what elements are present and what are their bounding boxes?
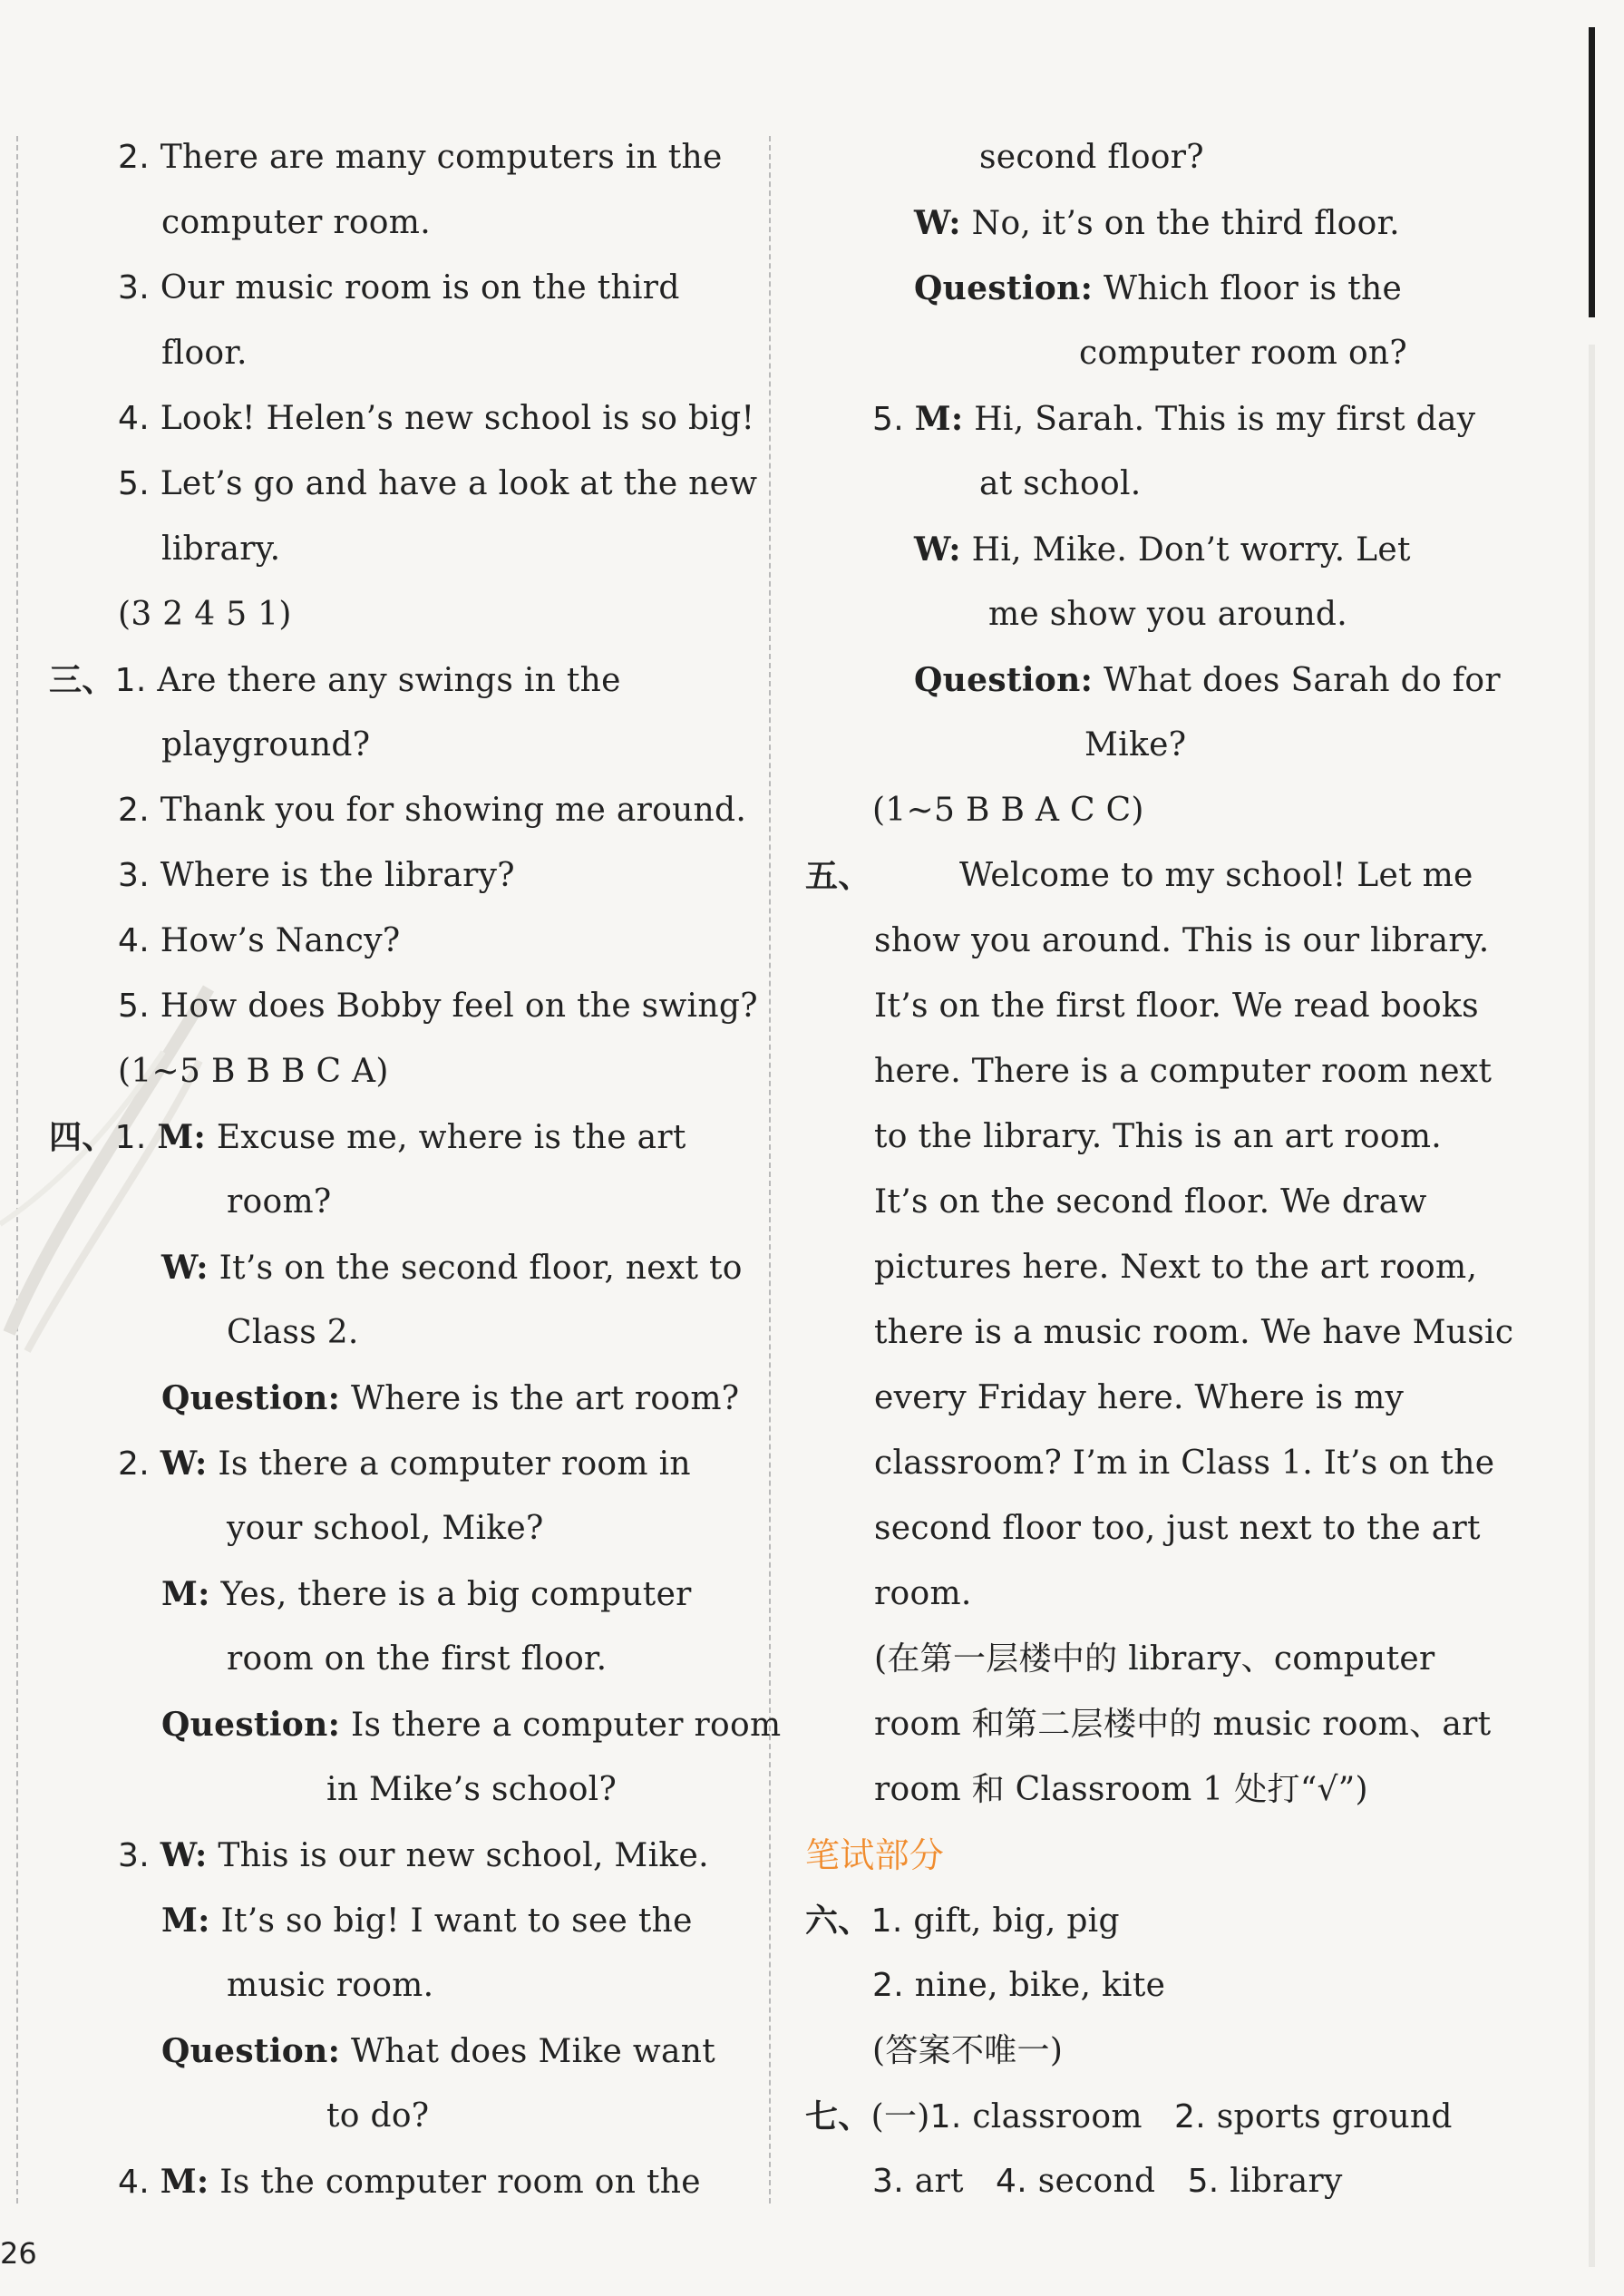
section-4-q3-m-cont: music room.	[227, 1967, 434, 2004]
section-5-line-2: show you around. This is our library.	[874, 922, 1490, 959]
section-4-q4-question: Question: Which floor is the	[914, 269, 1403, 307]
column-divider	[769, 136, 771, 2204]
section-4-q3-question-cont: to do?	[326, 2097, 430, 2135]
section-4-q5-w-cont: me show you around.	[988, 596, 1348, 633]
section-4-q2-m-cont: room on the first floor.	[227, 1640, 608, 1678]
section-4-q4-m-cont: second floor?	[979, 139, 1204, 176]
section-5-line-12: room.	[874, 1575, 972, 1612]
item-2-5-cont: library.	[161, 530, 281, 568]
written-section-heading: 笔试部分	[805, 1835, 945, 1875]
section-5-line-9: every Friday here. Where is my	[874, 1379, 1405, 1416]
section-3-q4: 4. How’s Nancy?	[118, 922, 401, 959]
section-4-answer: (1~5 B B A C C)	[872, 792, 1144, 829]
section-4-q2-question-cont: in Mike’s school?	[326, 1771, 618, 1808]
section-4-q1-m-cont: room?	[227, 1183, 332, 1221]
section-3-q5: 5. How does Bobby feel on the swing?	[118, 987, 758, 1025]
item-2-5: 5. Let’s go and have a look at the new	[118, 465, 758, 502]
section-5-line-11: second floor too, just next to the art	[874, 1510, 1481, 1547]
section-6-item-2: 2. nine, bike, kite	[872, 1967, 1166, 2004]
section-5-line-7: pictures here. Next to the art room,	[874, 1249, 1478, 1286]
item-2-3-cont: floor.	[161, 335, 248, 372]
section-5-label: 五、	[805, 857, 871, 895]
section-5-line-8: there is a music room. We have Music	[874, 1314, 1514, 1351]
section-4-q1-m: 四、1. M: Excuse me, where is the art	[49, 1118, 686, 1156]
section-2-answer: (3 2 4 5 1)	[118, 596, 292, 633]
section-5-line-1: Welcome to my school! Let me	[959, 857, 1473, 894]
section-4-q3-w: 3. W: This is our new school, Mike.	[118, 1836, 709, 1874]
section-3-q3: 3. Where is the library?	[118, 857, 515, 894]
item-2-4: 4. Look! Helen’s new school is so big!	[118, 400, 755, 437]
section-6-item-1: 六、1. gift, big, pig	[805, 1902, 1120, 1940]
item-2-2: 2. There are many computers in the	[118, 139, 723, 176]
section-5-note-3: room 和 Classroom 1 处打“√”)	[874, 1771, 1368, 1808]
section-4-q5-question-cont: Mike?	[1084, 726, 1187, 764]
section-4-q3-m: M: It’s so big! I want to see the	[161, 1902, 693, 1940]
section-3-q1-cont: playground?	[161, 726, 371, 764]
page-edge-bar	[1589, 27, 1595, 317]
section-5-line-3: It’s on the first floor. We read books	[874, 987, 1479, 1025]
section-4-q1-w: W: It’s on the second floor, next to	[161, 1249, 743, 1287]
section-4-q1-w-cont: Class 2.	[227, 1314, 359, 1351]
section-4-q1-question: Question: Where is the art room?	[161, 1379, 740, 1417]
section-4-q5-question: Question: What does Sarah do for	[914, 661, 1501, 699]
section-6-note: (答案不唯一)	[872, 2032, 1064, 2069]
section-4-q5-w: W: Hi, Mike. Don’t worry. Let	[914, 530, 1411, 569]
section-4-q2-m: M: Yes, there is a big computer	[161, 1575, 692, 1613]
section-3-answer: (1~5 B B B C A)	[118, 1053, 389, 1090]
section-4-q4-question-cont: computer room on?	[1079, 335, 1408, 372]
section-3-q1: 三、1. Are there any swings in the	[49, 661, 621, 699]
section-5-note-2: room 和第二层楼中的 music room、art	[874, 1706, 1492, 1743]
section-4-q4-w: W: No, it’s on the third floor.	[914, 204, 1400, 242]
section-4-q3-question: Question: What does Mike want	[161, 2032, 716, 2070]
section-4-q2-w: 2. W: Is there a computer room in	[118, 1445, 691, 1483]
section-3-q2: 2. Thank you for showing me around.	[118, 792, 747, 829]
page-edge-shade	[1589, 345, 1595, 2267]
section-4-q5-m: 5. M: Hi, Sarah. This is my first day	[872, 400, 1476, 438]
item-2-3: 3. Our music room is on the third	[118, 269, 680, 306]
page-number: 26	[0, 2236, 37, 2271]
section-5-line-5: to the library. This is an art room.	[874, 1118, 1443, 1155]
section-7-row-1: 七、(一)1. classroom 2. sports ground	[805, 2097, 1453, 2135]
section-5-note-1: (在第一层楼中的 library、computer	[874, 1640, 1435, 1678]
item-2-2-cont: computer room.	[161, 204, 431, 241]
section-4-q5-m-cont: at school.	[979, 465, 1142, 502]
section-4-q4-m: 4. M: Is the computer room on the	[118, 2163, 701, 2201]
section-5-line-4: here. There is a computer room next	[874, 1053, 1493, 1090]
section-4-q2-w-cont: your school, Mike?	[227, 1510, 544, 1547]
section-5-line-10: classroom? I’m in Class 1. It’s on the	[874, 1445, 1495, 1482]
section-5-line-6: It’s on the second floor. We draw	[874, 1183, 1427, 1221]
section-7-row-2: 3. art 4. second 5. library	[872, 2163, 1343, 2200]
section-4-q2-question: Question: Is there a computer room	[161, 1706, 782, 1744]
